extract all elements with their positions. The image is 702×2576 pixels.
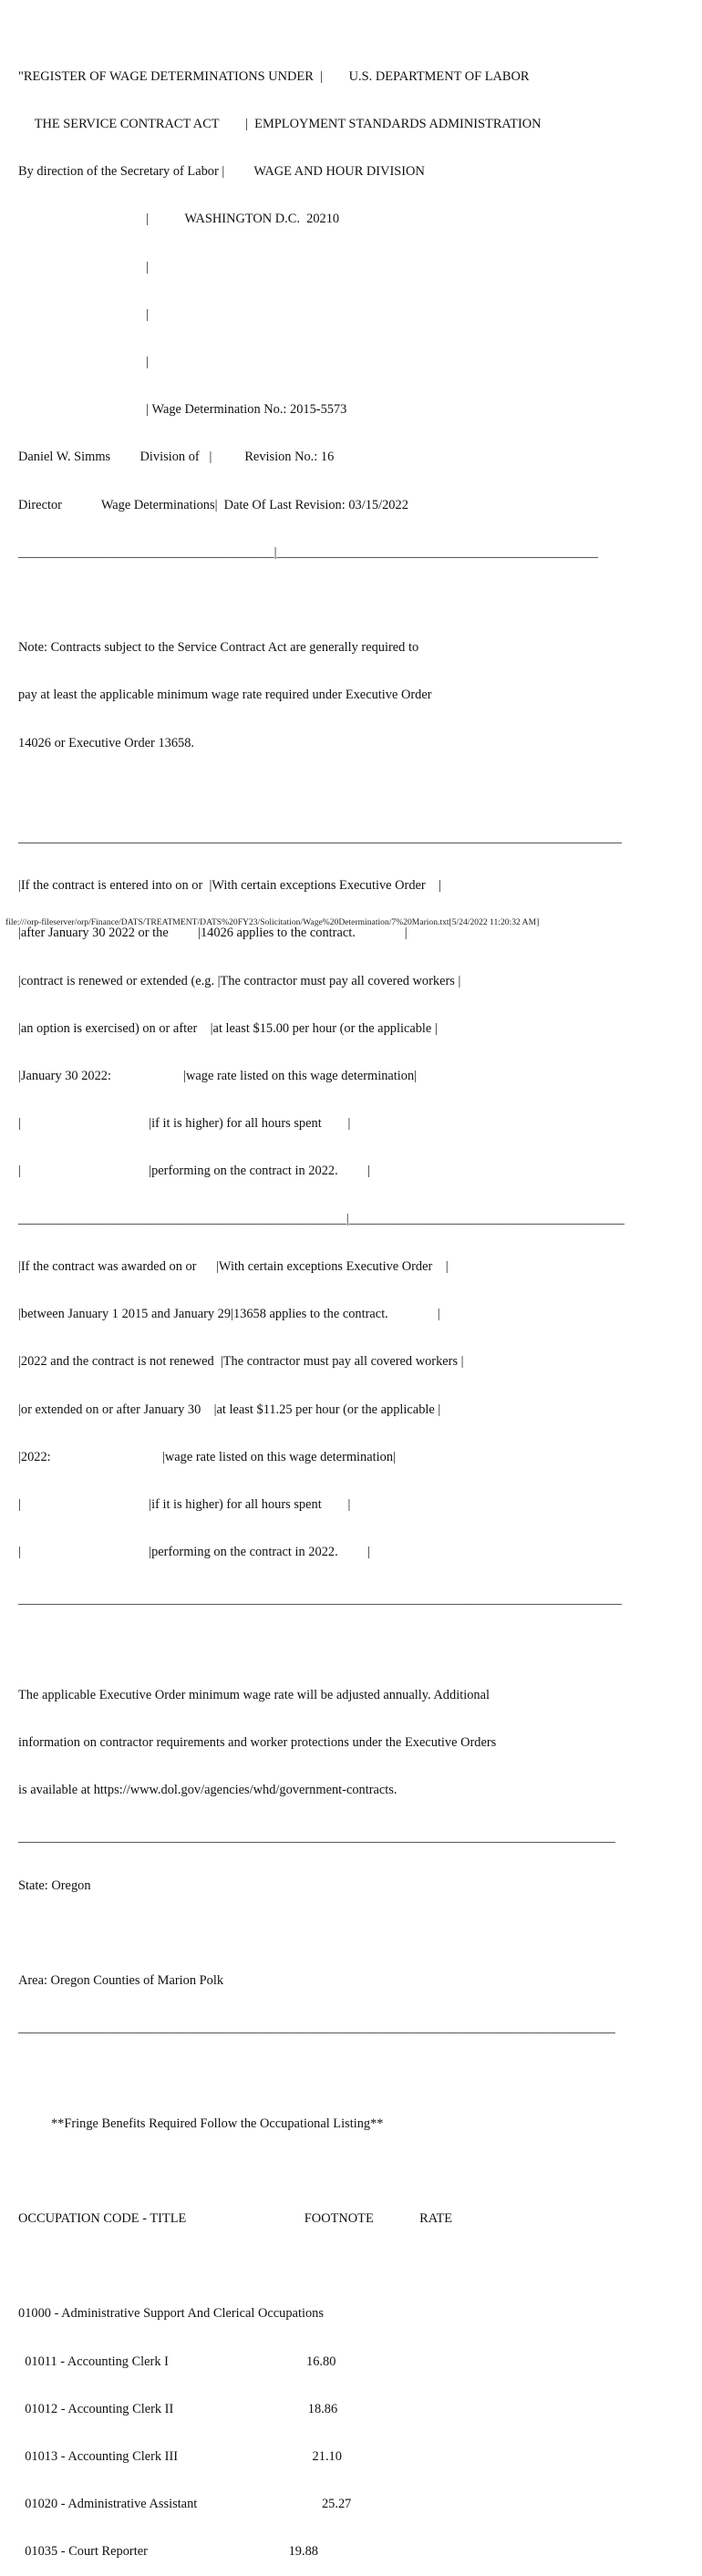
doc-line: 01020 - Administrative Assistant 25.27 <box>18 2497 352 2512</box>
doc-line: |2022: |wage rate listed on this wage determination| <box>18 1449 396 1464</box>
doc-line: ___________________________________________________________________________________________ <box>18 1830 615 1846</box>
doc-line: |If the contract is entered into on or |With certain exceptions Executive Order | <box>18 878 441 894</box>
doc-line: | |if it is higher) for all hours spent | <box>18 1496 351 1512</box>
doc-line <box>18 2259 693 2274</box>
doc-line: | <box>18 306 150 322</box>
doc-line: is available at https://www.dol.gov/agencies/whd/government-contracts. <box>18 1783 397 1798</box>
doc-line: By direction of the Secretary of Labor | WAGE AND HOUR DIVISION <box>18 164 425 180</box>
doc-line: The applicable Executive Order minimum wage rate will be adjusted annually. Additional <box>18 1687 490 1702</box>
doc-line: 01012 - Accounting Clerk II 18.86 <box>18 2401 338 2416</box>
doc-line <box>18 2068 693 2084</box>
file-path-footer: file:///orp-fileserver/orp/Finance/DATS/TREATMENT/DATS%20FY23/Solicitation/Wage%20Determination/7%20Marion.txt[5/24/2022 11:20:32 AM] <box>5 917 540 927</box>
doc-line: | |performing on the contract in 2022. | <box>18 1164 370 1179</box>
doc-line <box>18 1640 693 1656</box>
doc-line: **Fringe Benefits Required Follow the Occupational Listing** <box>18 2116 384 2131</box>
doc-line: Area: Oregon Counties of Marion Polk <box>18 1972 224 1988</box>
wage-determination-document <box>18 37 693 2576</box>
doc-line: Note: Contracts subject to the Service Contract Act are generally required to <box>18 640 419 656</box>
doc-line: |or extended on or after January 30 |at least $11.25 per hour (or the applicable | <box>18 1402 441 1417</box>
doc-line: __________________________________________________|__________________________________________ <box>18 1211 625 1226</box>
doc-line: Director Wage Determinations| Date Of Last Revision: 03/15/2022 <box>18 497 408 512</box>
doc-line: ____________________________________________________________________________________________ <box>18 831 622 846</box>
doc-line: Daniel W. Simms Division of | Revision No.: 16 <box>18 450 335 465</box>
doc-line: |between January 1 2015 and January 29|13658 applies to the contract. | <box>18 1307 440 1322</box>
doc-line: |after January 30 2022 or the |14026 applies to the contract. | <box>18 926 408 941</box>
doc-line: 01000 - Administrative Support And Clerical Occupations <box>18 2306 324 2322</box>
doc-line <box>18 593 693 608</box>
doc-line <box>18 783 693 799</box>
doc-line: THE SERVICE CONTRACT ACT | EMPLOYMENT STANDARDS ADMINISTRATION <box>18 117 542 132</box>
doc-line: | <box>18 355 150 370</box>
doc-line: OCCUPATION CODE - TITLE FOOTNOTE RATE <box>18 2210 453 2226</box>
doc-line: 01013 - Accounting Clerk III 21.10 <box>18 2448 342 2464</box>
doc-line: |contract is renewed or extended (e.g. |The contractor must pay all covered workers | <box>18 973 461 988</box>
doc-line <box>18 1926 693 1941</box>
doc-line: |an option is exercised) on or after |at least $15.00 per hour (or the applicable | <box>18 1020 438 1036</box>
doc-line: | <box>18 259 150 274</box>
doc-line: |If the contract was awarded on or |With certain exceptions Executive Order | <box>18 1258 449 1274</box>
doc-line: information on contractor requirements and worker protections under the Executive Orders <box>18 1734 497 1750</box>
doc-line <box>18 2164 693 2179</box>
doc-line: _______________________________________|_________________________________________________ <box>18 544 599 560</box>
doc-line: | Wage Determination No.: 2015-5573 <box>18 402 347 418</box>
doc-line: State: Oregon <box>18 1878 91 1893</box>
doc-line: ___________________________________________________________________________________________ <box>18 2021 615 2036</box>
doc-line: 14026 or Executive Order 13658. <box>18 735 195 750</box>
doc-line: "REGISTER OF WAGE DETERMINATIONS UNDER | U.S. DEPARTMENT OF LABOR <box>18 68 530 84</box>
doc-line: |January 30 2022: |wage rate listed on this wage determination| <box>18 1069 418 1084</box>
doc-line: pay at least the applicable minimum wage rate required under Executive Order <box>18 688 432 703</box>
doc-line: 01011 - Accounting Clerk I 16.80 <box>18 2354 336 2369</box>
doc-line: | WASHINGTON D.C. 20210 <box>18 212 340 227</box>
doc-line: | |performing on the contract in 2022. | <box>18 1545 370 1560</box>
doc-line: |2022 and the contract is not renewed |The contractor must pay all covered workers | <box>18 1354 464 1370</box>
doc-line: | |if it is higher) for all hours spent | <box>18 1116 351 1132</box>
doc-line: 01035 - Court Reporter 19.88 <box>18 2544 318 2560</box>
doc-line: ____________________________________________________________________________________________ <box>18 1592 622 1608</box>
